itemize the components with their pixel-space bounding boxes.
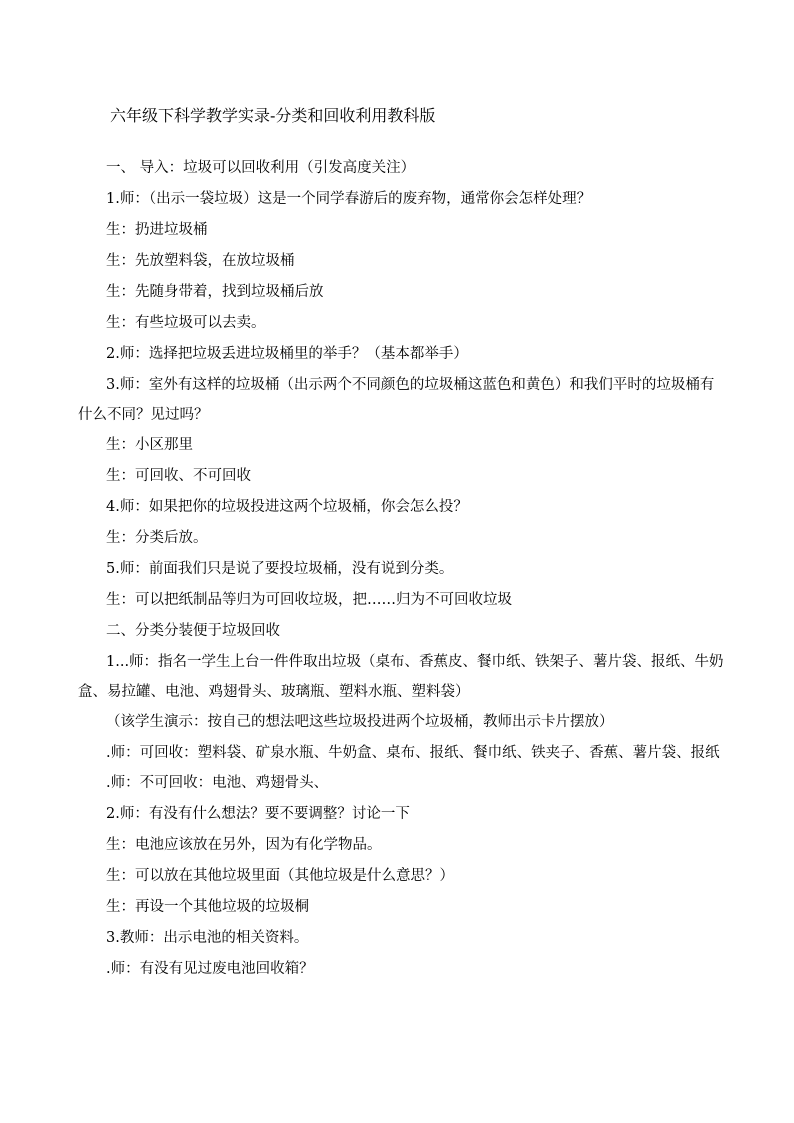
paragraph: 3.教师：出示电池的相关资料。 [106,930,309,946]
section-heading: 一、 导入：垃圾可以回收利用（引发高度关注） [106,160,416,176]
paragraph: 生：小区那里 [106,437,193,453]
paragraph: 2.师：选择把垃圾丢进垃圾桶里的举手？（基本都举手） [106,346,468,362]
paragraph: 生：有些垃圾可以去卖。 [106,315,266,331]
paragraph: （该学生演示：按自己的想法吧这些垃圾投进两个垃圾桶，教师出示卡片摆放） [106,714,614,730]
section-heading: 二、分类分装便于垃圾回收 [106,623,280,639]
paragraph: 2.师：有没有什么想法？要不要调整？讨论一下 [106,806,410,822]
document-body [78,153,728,985]
paragraph: 生：再设一个其他垃圾的垃圾桐 [106,899,309,915]
paragraph: 生：扔进垃圾桶 [106,222,208,238]
paragraph: 生：电池应该放在另外，因为有化学物品。 [106,837,382,853]
paragraph: 生：可回收、不可回收 [106,468,251,484]
paragraph: 生：可以放在其他垃圾里面（其他垃圾是什么意思？） [106,868,454,884]
paragraph: .师：有没有见过废电池回收箱？ [106,961,314,977]
paragraph: .师：不可回收：电池、鸡翅骨头、 [106,775,329,791]
paragraph: 生：先放塑料袋，在放垃圾桶 [106,253,295,269]
paragraph: 1...师：指名一学生上台一件件取出垃圾（桌布、香蕉皮、餐巾纸、铁架子、薯片袋、报纸、牛奶盒、易拉罐、电池、鸡翅骨头、玻璃瓶、塑料水瓶、塑料袋） [78,654,724,700]
paragraph: 5.师：前面我们只是说了要投垃圾桶，没有说到分类。 [106,561,454,577]
paragraph: 3.师：室外有这样的垃圾桶（出示两个不同颜色的垃圾桶这蓝色和黄色）和我们平时的垃圾桶有什么不同？见过吗？ [78,377,715,423]
paragraph: 生：分类后放。 [106,530,208,546]
paragraph: .师：可回收：塑料袋、矿泉水瓶、牛奶盒、桌布、报纸、餐巾纸、铁夹子、香蕉、薯片袋、报纸 [106,745,720,761]
document-title: 六年级下科学教学实录-分类和回收利用教科版 [110,106,436,125]
paragraph: 生：先随身带着，找到垃圾桶后放 [106,284,324,300]
paragraph: 4.师：如果把你的垃圾投进这两个垃圾桶，你会怎么投？ [106,499,468,515]
paragraph: 生：可以把纸制品等归为可回收垃圾，把……归为不可回收垃圾 [106,592,512,608]
paragraph: 1.师：（出示一袋垃圾）这是一个同学春游后的废弃物，通常你会怎样处理？ [106,191,592,207]
